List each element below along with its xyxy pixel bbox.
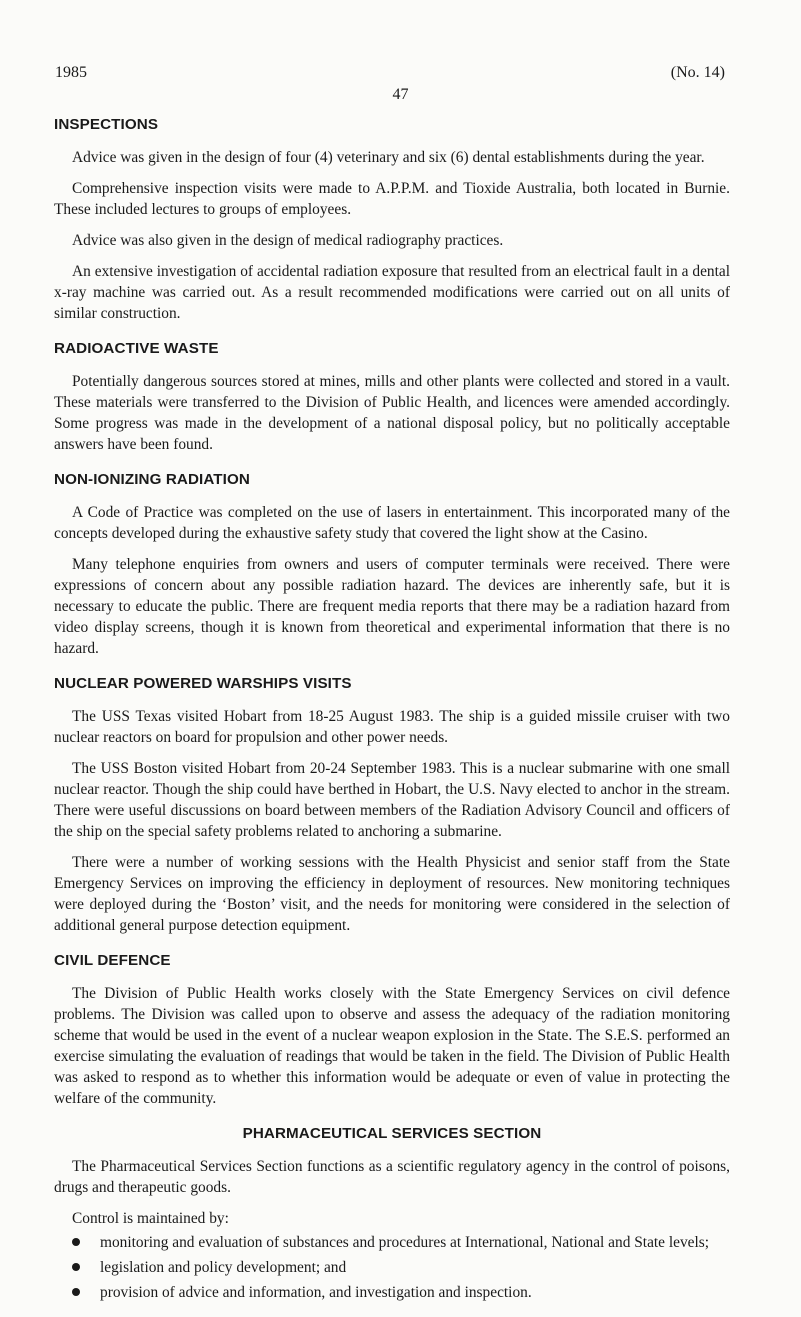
paragraph: A Code of Practice was completed on the use of lasers in entertainment. This incorporated many of the concepts developed during the exhaustive safety study that covered the light show at the Casino. bbox=[54, 504, 730, 542]
section-radioactive-waste bbox=[54, 338, 730, 455]
paragraph: Comprehensive inspection visits were made to A.P.P.M. and Tioxide Australia, both located in Burnie. These included lectures to groups of employees. bbox=[54, 180, 730, 218]
section-title: PHARMACEUTICAL SERVICES SECTION bbox=[242, 1125, 542, 1142]
page-number: 47 bbox=[392, 86, 409, 103]
bullet-icon bbox=[72, 1263, 80, 1271]
page-content bbox=[54, 114, 730, 1317]
paragraph: An extensive investigation of accidental radiation exposure that resulted from an electrical fault in a dental x-ray machine was carried out. As a result recommended modifications were carried out on all units of similar construction. bbox=[54, 263, 730, 322]
paragraph: Advice was also given in the design of medical radiography practices. bbox=[72, 232, 504, 249]
section-title: INSPECTIONS bbox=[54, 116, 159, 133]
section-title: NON-IONIZING RADIATION bbox=[54, 471, 250, 488]
paragraph: The USS Boston visited Hobart from 20-24 September 1983. This is a nuclear submarine with one small nuclear reactor. Though the ship could have berthed in Hobart, the U.S. Navy elected to anchor in the stream. There were useful discussions on board between members of the Radiation Advisory Council and officers of the ship on the special safety problems related to anchoring a submarine. bbox=[54, 760, 730, 840]
bullet-icon bbox=[72, 1288, 80, 1296]
section-non-ionizing bbox=[54, 469, 730, 659]
section-warships bbox=[54, 673, 730, 936]
paragraph: Potentially dangerous sources stored at mines, mills and other plants were collected and stored in a vault. These materials were transferred to the Division of Public Health, and licences were amended accordingly. Some progress was made in the development of a national disposal policy, but no politically acceptable answers have been found. bbox=[54, 373, 730, 453]
section-pharmaceutical bbox=[54, 1123, 730, 1303]
list-item-text: provision of advice and information, and investigation and inspection. bbox=[100, 1284, 532, 1301]
paragraph: There were a number of working sessions with the Health Physicist and senior staff from the State Emergency Services on improving the efficiency in deployment of resources. New monitoring techniques were deployed during the ‘Boston’ visit, and the needs for monitoring were considered in the selection of additional general purpose detection equipment. bbox=[54, 854, 730, 934]
paragraph: The Pharmaceutical Services Section functions as a scientific regulatory agency in the control of poisons, drugs and therapeutic goods. bbox=[54, 1158, 730, 1196]
list-item-text: monitoring and evaluation of substances and procedures at International, National and State levels; bbox=[100, 1234, 710, 1251]
section-inspections bbox=[54, 114, 730, 324]
section-title: RADIOACTIVE WASTE bbox=[54, 340, 219, 357]
paragraph: Control is maintained by: bbox=[72, 1210, 229, 1227]
list-item bbox=[72, 1257, 730, 1278]
header-year: 1985 bbox=[55, 64, 87, 81]
header-number: (No. 14) bbox=[670, 64, 725, 81]
paragraph: The USS Texas visited Hobart from 18-25 August 1983. The ship is a guided missile cruiser with two nuclear reactors on board for propulsion and other power needs. bbox=[54, 708, 730, 746]
section-title: CIVIL DEFENCE bbox=[54, 952, 171, 969]
section-title: NUCLEAR POWERED WARSHIPS VISITS bbox=[54, 675, 352, 692]
paragraph: Many telephone enquiries from owners and users of computer terminals were received. There were expressions of concern about any possible radiation hazard. The devices are inherently safe, but it is necessary to educate the public. There are frequent media reports that there may be a radiation hazard from video display screens, though it is known from theoretical and experimental information that there is no hazard. bbox=[54, 556, 730, 657]
paragraph: Advice was given in the design of four (4) veterinary and six (6) dental establishments during the year. bbox=[72, 149, 705, 166]
list-item bbox=[72, 1282, 730, 1303]
section-civil-defence bbox=[54, 950, 730, 1109]
list-item-text: legislation and policy development; and bbox=[100, 1259, 347, 1276]
bullet-list bbox=[54, 1232, 730, 1303]
paragraph: The Division of Public Health works closely with the State Emergency Services on civil defence problems. The Division was called upon to observe and assess the adequacy of the radiation monitoring scheme that would be used in the event of a nuclear weapon explosion in the State. The S.E.S. performed an exercise simulating the evaluation of readings that would be taken in the field. The Division of Public Health was asked to respond as to whether this information would be adequate or even of value in protecting the welfare of the community. bbox=[54, 985, 730, 1107]
bullet-icon bbox=[72, 1238, 80, 1246]
list-item bbox=[72, 1232, 730, 1253]
